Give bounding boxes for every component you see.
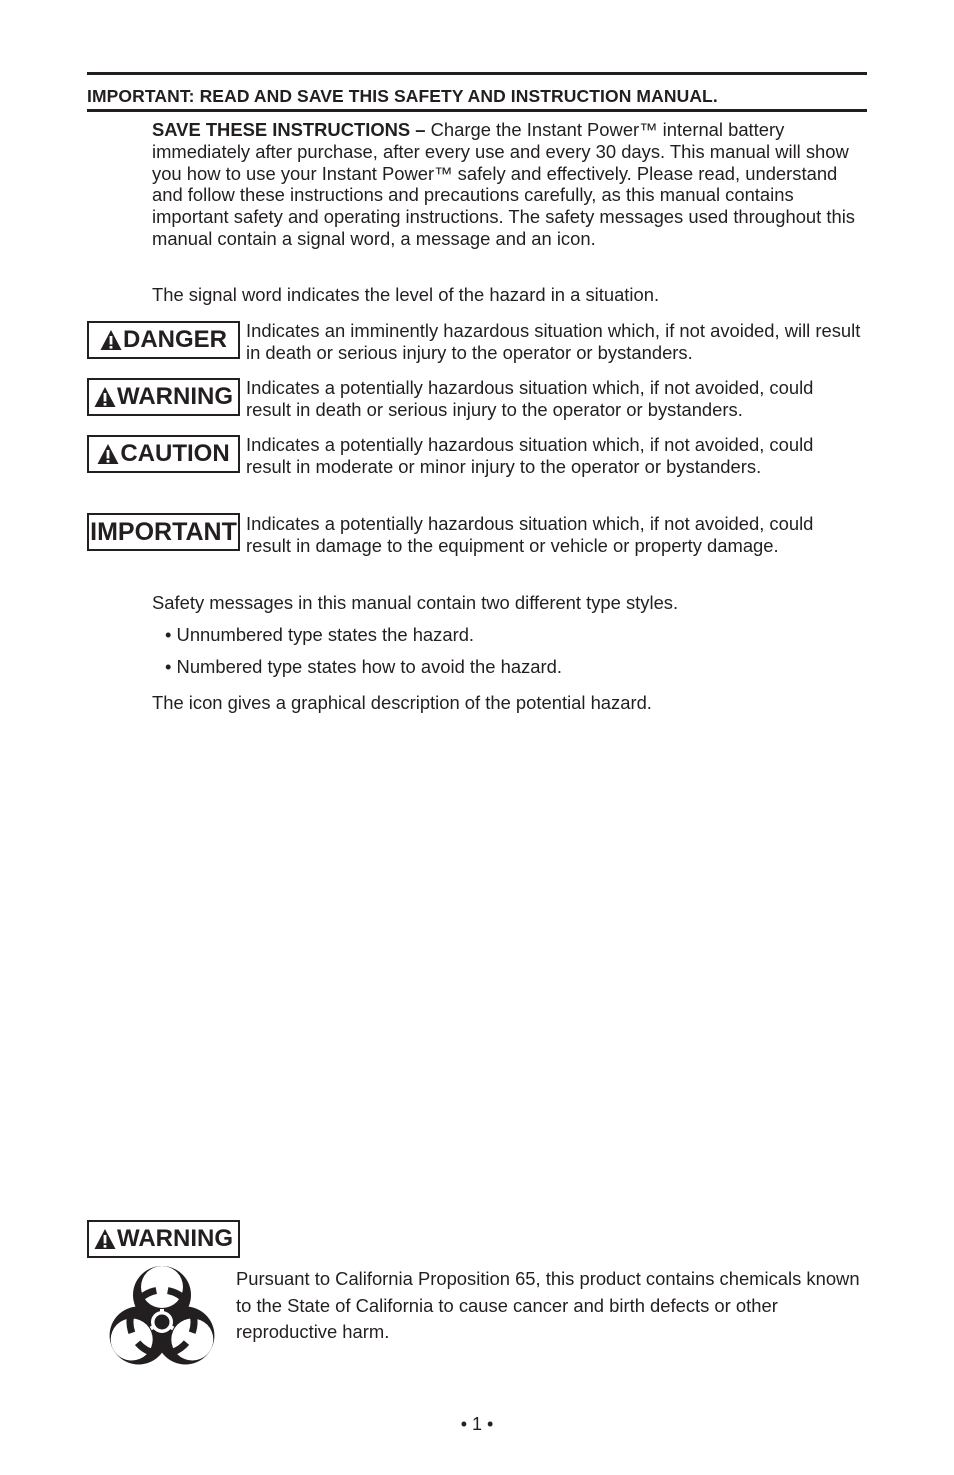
caution-description: Indicates a potentially hazardous situation which, if not avoided, could result in moderate or minor injury to the operator or bystanders.	[246, 434, 814, 477]
alert-triangle-icon	[94, 1228, 116, 1250]
type-style-bullet-numbered: • Numbered type states how to avoid the hazard.	[165, 656, 562, 677]
important-description: Indicates a potentially hazardous situation which, if not avoided, could result in damage to the equipment or vehicle or property damage.	[246, 513, 814, 556]
warning-description: Indicates a potentially hazardous situation which, if not avoided, could result in death or serious injury to the operator or bystanders.	[246, 377, 814, 420]
icon-note: The icon gives a graphical description of the potential hazard.	[152, 692, 652, 713]
caution-signal-box	[87, 435, 240, 473]
danger-description: Indicates an imminently hazardous situation which, if not avoided, will result in death or serious injury to the operator or bystanders.	[246, 320, 861, 363]
warning-label: WARNING	[117, 383, 233, 410]
intro-text: Charge the Instant Power™ internal battery immediately after purchase, after every use and every 30 days. This manual will show you how to use your Instant Power™ safely and effectively. Please read, understand and follow these instructions and precautions carefully, as this manual contains important safety and operating instructions. The safety messages used throughout this manual contain a signal word, a message and an icon.	[152, 119, 855, 249]
alert-triangle-icon	[94, 386, 116, 408]
page-number: • 1 •	[460, 1414, 494, 1434]
intro-paragraph	[152, 119, 864, 250]
prop65-text: Pursuant to California Proposition 65, this product contains chemicals known to the State of California to cause cancer and birth defects or other reproductive harm.	[236, 1268, 860, 1342]
caution-label: CAUTION	[120, 440, 230, 467]
prop65-warning-signal-box	[87, 1220, 240, 1258]
alert-triangle-icon	[97, 443, 119, 465]
manual-header-title: IMPORTANT: READ AND SAVE THIS SAFETY AND INSTRUCTION MANUAL.	[87, 86, 718, 106]
intro-lead: SAVE THESE INSTRUCTIONS –	[152, 119, 426, 140]
biohazard-icon	[97, 1260, 227, 1384]
important-signal-box	[87, 513, 240, 551]
danger-signal-box	[87, 321, 240, 359]
prop65-warning-label: WARNING	[117, 1225, 233, 1252]
alert-triangle-icon	[100, 329, 122, 351]
signal-word-intro: The signal word indicates the level of the hazard in a situation.	[152, 284, 660, 305]
important-label: IMPORTANT	[90, 517, 237, 546]
manual-header	[87, 72, 867, 112]
warning-signal-box	[87, 378, 240, 416]
type-style-bullet-unnumbered: • Unnumbered type states the hazard.	[165, 624, 475, 645]
type-styles-intro: Safety messages in this manual contain two different type styles.	[152, 592, 679, 613]
danger-label: DANGER	[122, 326, 227, 353]
